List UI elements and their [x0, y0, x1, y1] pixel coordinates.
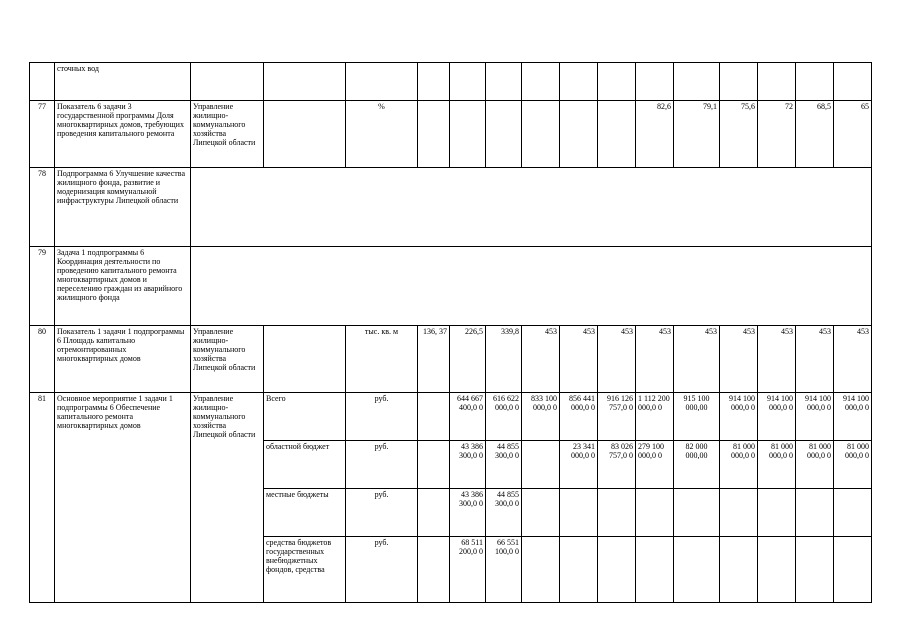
table-row [30, 326, 872, 393]
value-cell [522, 63, 560, 101]
value-cell: 914 100 000,0 0 [758, 393, 796, 441]
value-cell: 644 667 400,0 0 [450, 393, 486, 441]
row-number-cell [30, 63, 55, 101]
value-cell: 453 [796, 326, 834, 393]
value-cell: 81 000 000,0 0 [720, 441, 758, 489]
value-cell [522, 101, 560, 168]
value-cell: 914 100 000,0 0 [834, 393, 872, 441]
source-cell [264, 63, 346, 101]
value-cell: 914 100 000,0 0 [796, 393, 834, 441]
value-cell: 453 [636, 326, 674, 393]
value-cell: 82,6 [636, 101, 674, 168]
value-cell [522, 537, 560, 603]
value-cell [418, 393, 450, 441]
value-cell: 43 386 300,0 0 [450, 489, 486, 537]
value-cell [560, 489, 598, 537]
value-cell [418, 63, 450, 101]
value-cell: 72 [758, 101, 796, 168]
value-cell: 81 000 000,0 0 [758, 441, 796, 489]
value-cell: 856 441 000,0 0 [560, 393, 598, 441]
value-cell [486, 63, 522, 101]
value-cell: 82 000 000,00 [674, 441, 720, 489]
value-cell: 68 511 200,0 0 [450, 537, 486, 603]
value-cell: 44 855 300,0 0 [486, 441, 522, 489]
value-cell [486, 101, 522, 168]
program-indicators-table [29, 62, 872, 603]
source-cell: средства бюджетов государственных внебюджетных фондов, средства [264, 537, 346, 603]
source-cell [264, 326, 346, 393]
row-number-cell: 80 [30, 326, 55, 393]
value-cell: 453 [720, 326, 758, 393]
value-cell [720, 537, 758, 603]
source-cell: областной бюджет [264, 441, 346, 489]
row-number-cell: 78 [30, 168, 55, 247]
value-cell: 453 [758, 326, 796, 393]
value-cell: 453 [834, 326, 872, 393]
source-cell [264, 101, 346, 168]
value-cell [674, 537, 720, 603]
row-number-cell: 79 [30, 247, 55, 326]
value-cell: 23 341 000,0 0 [560, 441, 598, 489]
value-cell [598, 101, 636, 168]
value-cell: 339,8 [486, 326, 522, 393]
value-cell [522, 489, 560, 537]
value-cell [598, 489, 636, 537]
unit-cell: % [346, 101, 418, 168]
value-cell [450, 101, 486, 168]
indicator-name-cell: сточных вод [55, 63, 191, 101]
value-cell [834, 63, 872, 101]
value-cell: 79,1 [674, 101, 720, 168]
indicator-name-cell: Показатель 1 задачи 1 подпрограммы 6 Площадь капитально отремонтированных многоквартирных домов [55, 326, 191, 393]
value-cell: 833 100 000,0 0 [522, 393, 560, 441]
value-cell: 83 026 757,0 0 [598, 441, 636, 489]
value-cell [674, 63, 720, 101]
value-cell [418, 101, 450, 168]
value-cell: 81 000 000,0 0 [834, 441, 872, 489]
value-cell: 66 551 100,0 0 [486, 537, 522, 603]
merged-empty-cell [191, 247, 872, 326]
value-cell: 75,6 [720, 101, 758, 168]
table-row [30, 168, 872, 247]
value-cell [758, 489, 796, 537]
unit-cell: руб. [346, 537, 418, 603]
row-number-cell: 81 [30, 393, 55, 603]
responsible-cell: Управление жилищно-коммунального хозяйства Липецкой области [191, 393, 264, 603]
responsible-cell: Управление жилищно-коммунального хозяйства Липецкой области [191, 101, 264, 168]
unit-cell: руб. [346, 441, 418, 489]
value-cell: 279 100 000,0 0 [636, 441, 674, 489]
value-cell [636, 63, 674, 101]
value-cell [598, 63, 636, 101]
value-cell: 68,5 [796, 101, 834, 168]
value-cell: 915 100 000,00 [674, 393, 720, 441]
responsible-cell [191, 63, 264, 101]
unit-cell: тыс. кв. м [346, 326, 418, 393]
row-number-cell: 77 [30, 101, 55, 168]
responsible-cell: Управление жилищно-коммунального хозяйства Липецкой области [191, 326, 264, 393]
table-row [30, 393, 872, 441]
value-cell: 453 [674, 326, 720, 393]
value-cell: 81 000 000,0 0 [796, 441, 834, 489]
value-cell: 65 [834, 101, 872, 168]
value-cell [522, 441, 560, 489]
source-cell: Всего [264, 393, 346, 441]
value-cell [560, 537, 598, 603]
value-cell [560, 101, 598, 168]
value-cell: 226,5 [450, 326, 486, 393]
task-name-cell: Задача 1 подпрограммы 6 Координация деятельности по проведению капитального ремонта многоквартирных домов и переселению граждан из аварийного жилищного фонда [55, 247, 191, 326]
value-cell [598, 537, 636, 603]
unit-cell: руб. [346, 489, 418, 537]
value-cell: 914 100 000,0 0 [720, 393, 758, 441]
value-cell [796, 489, 834, 537]
value-cell: 43 386 300,0 0 [450, 441, 486, 489]
table-row [30, 101, 872, 168]
table-row [30, 63, 872, 101]
value-cell [560, 63, 598, 101]
value-cell: 616 622 000,0 0 [486, 393, 522, 441]
merged-empty-cell [191, 168, 872, 247]
value-cell [450, 63, 486, 101]
table-row [30, 247, 872, 326]
value-cell [758, 537, 796, 603]
value-cell [720, 63, 758, 101]
unit-cell [346, 63, 418, 101]
value-cell: 1 112 200 000,0 0 [636, 393, 674, 441]
value-cell [720, 489, 758, 537]
value-cell: 453 [560, 326, 598, 393]
value-cell [834, 537, 872, 603]
source-cell: местные бюджеты [264, 489, 346, 537]
value-cell [796, 537, 834, 603]
value-cell [674, 489, 720, 537]
value-cell [418, 537, 450, 603]
value-cell [636, 489, 674, 537]
value-cell: 453 [598, 326, 636, 393]
value-cell [418, 489, 450, 537]
value-cell: 916 126 757,0 0 [598, 393, 636, 441]
value-cell: 136, 37 [418, 326, 450, 393]
value-cell [834, 489, 872, 537]
value-cell [796, 63, 834, 101]
subprogram-name-cell: Подпрограмма 6 Улучшение качества жилищного фонда, развитие и модернизация коммунальной инфраструктуры Липецкой области [55, 168, 191, 247]
activity-name-cell: Основное мероприятие 1 задачи 1 подпрограммы 6 Обеспечение капитального ремонта многоквартирных домов [55, 393, 191, 603]
value-cell [418, 441, 450, 489]
value-cell [758, 63, 796, 101]
value-cell: 44 855 300,0 0 [486, 489, 522, 537]
value-cell [636, 537, 674, 603]
value-cell: 453 [522, 326, 560, 393]
unit-cell: руб. [346, 393, 418, 441]
indicator-name-cell: Показатель 6 задачи 3 государственной программы Доля многоквартирных домов, требующих проведения капитального ремонта [55, 101, 191, 168]
